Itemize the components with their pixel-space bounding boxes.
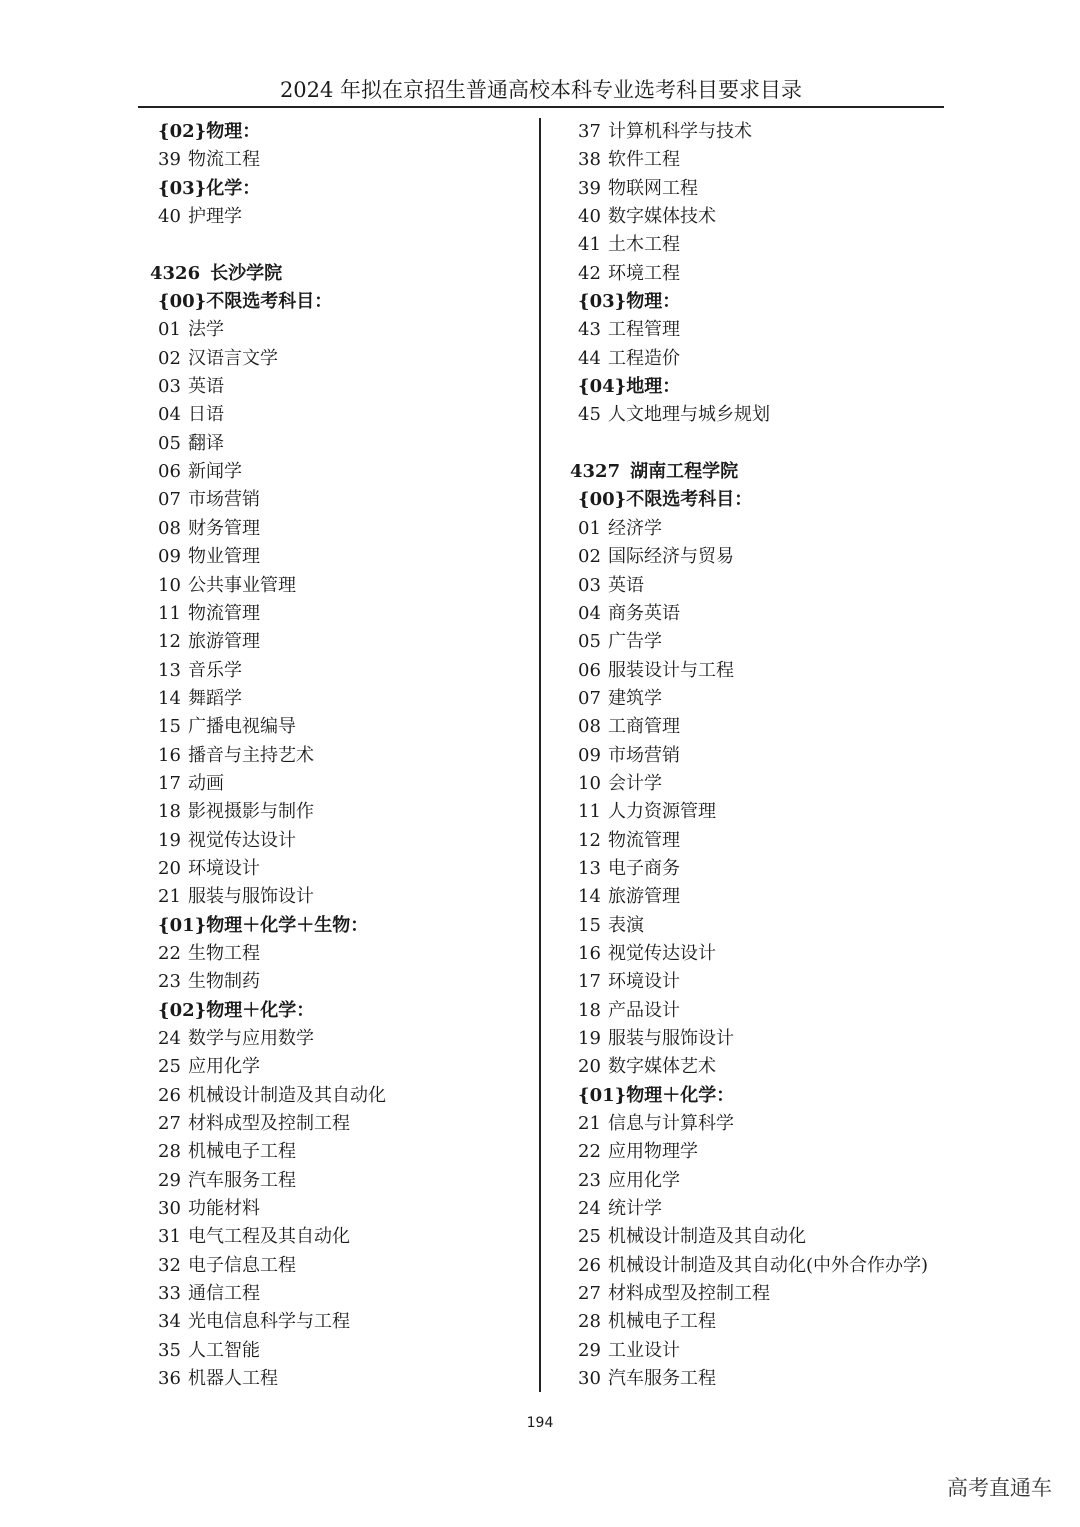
major-list-item xyxy=(570,231,970,259)
major-list-item xyxy=(150,458,535,486)
major-list-item xyxy=(150,855,535,883)
school-heading xyxy=(570,458,970,486)
major-list-item xyxy=(570,912,970,940)
major-code: 20 xyxy=(158,857,181,879)
major-list-item xyxy=(570,401,970,429)
major-list-item xyxy=(150,883,535,911)
school-name: 长沙学院 xyxy=(210,262,283,284)
major-code: 13 xyxy=(578,857,601,879)
major-list-item xyxy=(570,1195,970,1223)
major-code: 01 xyxy=(158,319,181,341)
major-name: 计算机科学与技术 xyxy=(608,121,752,142)
watermark-text: 高考直通车 xyxy=(947,1476,1052,1500)
major-name: 动画 xyxy=(188,772,224,794)
major-list-item xyxy=(150,543,535,571)
major-list-item xyxy=(150,600,535,628)
major-list-item xyxy=(570,798,970,826)
major-code: 12 xyxy=(158,631,181,653)
school-code: 4326 xyxy=(150,262,201,284)
major-code: 19 xyxy=(578,1028,601,1049)
major-list-item xyxy=(150,515,535,543)
major-list-item xyxy=(570,855,970,883)
major-code: 10 xyxy=(158,574,181,596)
major-name: 财务管理 xyxy=(188,517,260,539)
right-column xyxy=(570,118,970,1393)
major-code: 11 xyxy=(578,801,601,823)
major-name: 舞蹈学 xyxy=(188,687,242,709)
major-code: 38 xyxy=(578,149,601,171)
major-list-item xyxy=(150,770,535,798)
major-list-item xyxy=(150,1365,535,1393)
major-list-item xyxy=(570,146,970,174)
major-list-item xyxy=(150,1110,535,1138)
major-name: 公共事业管理 xyxy=(188,574,296,596)
major-name: 商务英语 xyxy=(608,602,680,624)
major-list-item xyxy=(150,146,535,174)
major-list-item xyxy=(150,373,535,401)
major-list-item xyxy=(570,1252,970,1280)
major-code: 05 xyxy=(158,432,181,454)
major-code: 37 xyxy=(578,121,601,142)
major-name: 服装设计与工程 xyxy=(608,659,734,681)
major-list-item xyxy=(570,997,970,1025)
major-code: 17 xyxy=(158,772,181,794)
major-name: 旅游管理 xyxy=(608,886,680,908)
major-list-item xyxy=(570,203,970,231)
major-list-item xyxy=(150,486,535,514)
major-code: 03 xyxy=(578,574,601,596)
major-name: 电气工程及其自动化 xyxy=(188,1226,350,1248)
major-name: 翻译 xyxy=(188,432,224,454)
major-name: 机械设计制造及其自动化(中外合作办学) xyxy=(608,1254,929,1276)
major-name: 影视摄影与制作 xyxy=(188,801,314,823)
major-code: 21 xyxy=(578,1113,601,1135)
major-code: 16 xyxy=(158,744,181,766)
major-code: 02 xyxy=(158,347,181,369)
major-name: 市场营销 xyxy=(188,489,260,511)
major-code: 14 xyxy=(158,687,181,709)
major-list-item xyxy=(570,345,970,373)
major-list-item xyxy=(570,713,970,741)
major-name: 物流管理 xyxy=(188,602,260,624)
major-list-item xyxy=(570,770,970,798)
major-code: 30 xyxy=(158,1198,181,1220)
major-code: 08 xyxy=(578,716,601,738)
major-list-item xyxy=(150,1195,535,1223)
major-code: 36 xyxy=(158,1368,181,1390)
major-code: 24 xyxy=(158,1028,181,1049)
subject-group-heading: {00}不限选考科目： xyxy=(578,489,753,511)
major-code: 43 xyxy=(578,319,601,341)
major-code: 15 xyxy=(158,716,181,738)
major-code: 39 xyxy=(158,149,181,171)
major-code: 40 xyxy=(158,206,181,228)
major-code: 07 xyxy=(578,687,601,709)
major-name: 材料成型及控制工程 xyxy=(608,1283,770,1305)
major-code: 15 xyxy=(578,914,601,936)
major-name: 日语 xyxy=(188,404,224,426)
major-code: 25 xyxy=(158,1056,181,1078)
major-code: 03 xyxy=(158,376,181,398)
major-name: 广告学 xyxy=(608,631,662,653)
major-list-item xyxy=(150,1308,535,1336)
major-list-item xyxy=(570,600,970,628)
major-code: 23 xyxy=(578,1169,601,1191)
major-code: 02 xyxy=(578,546,601,568)
major-code: 31 xyxy=(158,1226,181,1248)
left-column xyxy=(150,118,535,1393)
major-name: 汽车服务工程 xyxy=(188,1169,296,1191)
major-name: 视觉传达设计 xyxy=(188,829,296,851)
major-name: 统计学 xyxy=(608,1198,662,1220)
major-list-item xyxy=(150,203,535,231)
school-code: 4327 xyxy=(570,461,621,483)
major-list-item xyxy=(570,260,970,288)
major-code: 06 xyxy=(158,461,181,483)
major-code: 21 xyxy=(158,886,181,908)
major-name: 人工智能 xyxy=(188,1339,260,1361)
major-name: 物业管理 xyxy=(188,546,260,568)
major-name: 材料成型及控制工程 xyxy=(188,1113,350,1135)
major-list-item xyxy=(570,1337,970,1365)
major-name: 机械电子工程 xyxy=(188,1141,296,1163)
major-code: 08 xyxy=(158,517,181,539)
major-name: 应用化学 xyxy=(608,1169,680,1191)
major-name: 新闻学 xyxy=(188,461,242,483)
major-name: 服装与服饰设计 xyxy=(608,1028,734,1049)
major-name: 机械设计制造及其自动化 xyxy=(608,1226,806,1248)
major-code: 14 xyxy=(578,886,601,908)
major-code: 22 xyxy=(158,942,181,964)
major-list-item xyxy=(150,1025,535,1053)
header-rule xyxy=(138,106,944,108)
major-list-item xyxy=(570,685,970,713)
blank-line xyxy=(150,231,535,259)
major-code: 12 xyxy=(578,829,601,851)
major-list-item xyxy=(570,657,970,685)
major-code: 45 xyxy=(578,404,601,426)
major-code: 28 xyxy=(158,1141,181,1163)
major-name: 广播电视编导 xyxy=(188,716,296,738)
major-name: 数字媒体艺术 xyxy=(608,1056,716,1078)
major-code: 23 xyxy=(158,971,181,993)
major-name: 国际经济与贸易 xyxy=(608,546,734,568)
major-list-item xyxy=(150,1138,535,1166)
major-name: 生物制药 xyxy=(188,971,260,993)
major-list-item xyxy=(150,1252,535,1280)
subject-group-heading: {01}物理＋化学： xyxy=(578,1084,735,1106)
major-list-item xyxy=(150,742,535,770)
major-list-item xyxy=(150,430,535,458)
major-name: 汉语言文学 xyxy=(188,347,278,369)
major-name: 信息与计算科学 xyxy=(608,1113,734,1135)
major-name: 表演 xyxy=(608,914,644,936)
school-name: 湖南工程学院 xyxy=(630,461,739,483)
major-list-item xyxy=(150,657,535,685)
major-name: 英语 xyxy=(188,376,224,398)
major-list-item xyxy=(150,572,535,600)
major-list-item xyxy=(570,543,970,571)
major-list-item xyxy=(570,940,970,968)
major-name: 环境工程 xyxy=(608,262,680,284)
major-list-item xyxy=(150,316,535,344)
major-list-item xyxy=(150,713,535,741)
major-name: 机器人工程 xyxy=(188,1368,278,1390)
major-name: 汽车服务工程 xyxy=(608,1368,716,1390)
major-code: 06 xyxy=(578,659,601,681)
major-list-item xyxy=(570,1167,970,1195)
major-list-item xyxy=(150,401,535,429)
major-name: 环境设计 xyxy=(608,971,680,993)
major-list-item xyxy=(570,1053,970,1081)
column-divider xyxy=(539,118,541,1392)
subject-group-heading: {02}物理＋化学： xyxy=(158,999,315,1021)
major-code: 18 xyxy=(158,801,181,823)
major-list-item xyxy=(150,1223,535,1251)
major-code: 32 xyxy=(158,1254,181,1276)
major-code: 18 xyxy=(578,999,601,1021)
major-code: 41 xyxy=(578,234,601,256)
major-list-item xyxy=(570,827,970,855)
major-name: 人文地理与城乡规划 xyxy=(608,404,770,426)
major-name: 通信工程 xyxy=(188,1283,260,1305)
major-code: 42 xyxy=(578,262,601,284)
major-name: 服装与服饰设计 xyxy=(188,886,314,908)
major-list-item xyxy=(150,827,535,855)
major-list-item xyxy=(570,1308,970,1336)
major-code: 22 xyxy=(578,1141,601,1163)
major-name: 机械电子工程 xyxy=(608,1311,716,1333)
major-name: 数字媒体技术 xyxy=(608,206,716,228)
major-code: 26 xyxy=(158,1084,181,1106)
major-list-item xyxy=(570,1138,970,1166)
major-name: 工商管理 xyxy=(608,716,680,738)
major-name: 功能材料 xyxy=(188,1198,260,1220)
major-name: 法学 xyxy=(188,319,224,341)
major-list-item xyxy=(150,1053,535,1081)
major-list-item xyxy=(150,1167,535,1195)
major-list-item xyxy=(570,515,970,543)
major-list-item xyxy=(570,572,970,600)
major-list-item xyxy=(570,1280,970,1308)
major-name: 工程管理 xyxy=(608,319,680,341)
major-name: 应用物理学 xyxy=(608,1141,698,1163)
major-name: 建筑学 xyxy=(608,687,662,709)
major-code: 04 xyxy=(578,602,601,624)
major-code: 13 xyxy=(158,659,181,681)
major-list-item xyxy=(570,1223,970,1251)
major-name: 物流工程 xyxy=(188,149,260,171)
major-list-item xyxy=(570,883,970,911)
major-list-item xyxy=(570,1365,970,1393)
major-list-item xyxy=(150,685,535,713)
major-name: 旅游管理 xyxy=(188,631,260,653)
major-list-item xyxy=(570,316,970,344)
subject-group-heading: {04}地理： xyxy=(578,376,681,398)
major-code: 28 xyxy=(578,1311,601,1333)
major-code: 30 xyxy=(578,1368,601,1390)
major-code: 40 xyxy=(578,206,601,228)
major-code: 44 xyxy=(578,347,601,369)
subject-group-heading: {03}化学： xyxy=(158,177,261,199)
major-name: 电子信息工程 xyxy=(188,1254,296,1276)
major-list-item xyxy=(570,175,970,203)
major-code: 29 xyxy=(578,1339,601,1361)
major-code: 26 xyxy=(578,1254,601,1276)
major-name: 市场营销 xyxy=(608,744,680,766)
major-list-item xyxy=(150,1082,535,1110)
major-code: 27 xyxy=(578,1283,601,1305)
major-name: 机械设计制造及其自动化 xyxy=(188,1084,386,1106)
major-name: 软件工程 xyxy=(608,149,680,171)
major-code: 35 xyxy=(158,1339,181,1361)
major-code: 07 xyxy=(158,489,181,511)
major-code: 39 xyxy=(578,177,601,199)
major-code: 24 xyxy=(578,1198,601,1220)
major-list-item xyxy=(570,1110,970,1138)
major-name: 经济学 xyxy=(608,517,662,539)
page-header-title: 2024 年拟在京招生普通高校本科专业选考科目要求目录 xyxy=(279,78,803,102)
major-code: 20 xyxy=(578,1056,601,1078)
major-code: 16 xyxy=(578,942,601,964)
major-list-item xyxy=(150,345,535,373)
major-code: 11 xyxy=(158,602,181,624)
major-code: 09 xyxy=(578,744,601,766)
major-name: 英语 xyxy=(608,574,644,596)
major-code: 09 xyxy=(158,546,181,568)
major-name: 数学与应用数学 xyxy=(188,1028,314,1049)
major-list-item xyxy=(570,628,970,656)
major-name: 物联网工程 xyxy=(608,177,698,199)
subject-group-heading: {01}物理＋化学＋生物： xyxy=(158,914,369,936)
major-name: 应用化学 xyxy=(188,1056,260,1078)
major-name: 工业设计 xyxy=(608,1339,680,1361)
major-list-item xyxy=(570,742,970,770)
major-name: 产品设计 xyxy=(608,999,680,1021)
major-list-item xyxy=(570,118,970,146)
major-code: 27 xyxy=(158,1113,181,1135)
major-list-item xyxy=(150,628,535,656)
major-name: 生物工程 xyxy=(188,942,260,964)
major-code: 33 xyxy=(158,1283,181,1305)
major-code: 04 xyxy=(158,404,181,426)
major-code: 01 xyxy=(578,517,601,539)
major-name: 土木工程 xyxy=(608,234,680,256)
subject-group-heading: {02}物理： xyxy=(158,121,261,142)
page-number: 194 xyxy=(526,1415,554,1431)
major-name: 工程造价 xyxy=(608,347,680,369)
major-code: 19 xyxy=(158,829,181,851)
major-name: 播音与主持艺术 xyxy=(188,744,314,766)
major-code: 29 xyxy=(158,1169,181,1191)
major-name: 人力资源管理 xyxy=(608,801,716,823)
major-code: 17 xyxy=(578,971,601,993)
blank-line xyxy=(570,430,970,458)
major-code: 05 xyxy=(578,631,601,653)
major-list-item xyxy=(570,968,970,996)
major-name: 会计学 xyxy=(608,772,662,794)
major-name: 护理学 xyxy=(188,206,242,228)
major-name: 视觉传达设计 xyxy=(608,942,716,964)
major-code: 34 xyxy=(158,1311,181,1333)
major-list-item xyxy=(150,798,535,826)
major-list-item xyxy=(150,968,535,996)
major-list-item xyxy=(150,940,535,968)
subject-group-heading: {03}物理： xyxy=(578,291,681,313)
major-list-item xyxy=(150,1280,535,1308)
major-list-item xyxy=(570,1025,970,1053)
school-heading xyxy=(150,260,535,288)
major-code: 10 xyxy=(578,772,601,794)
major-name: 音乐学 xyxy=(188,659,242,681)
subject-group-heading: {00}不限选考科目： xyxy=(158,291,333,313)
major-name: 光电信息科学与工程 xyxy=(188,1311,350,1333)
major-name: 电子商务 xyxy=(608,857,680,879)
major-code: 25 xyxy=(578,1226,601,1248)
major-name: 环境设计 xyxy=(188,857,260,879)
major-name: 物流管理 xyxy=(608,829,680,851)
major-list-item xyxy=(150,1337,535,1365)
